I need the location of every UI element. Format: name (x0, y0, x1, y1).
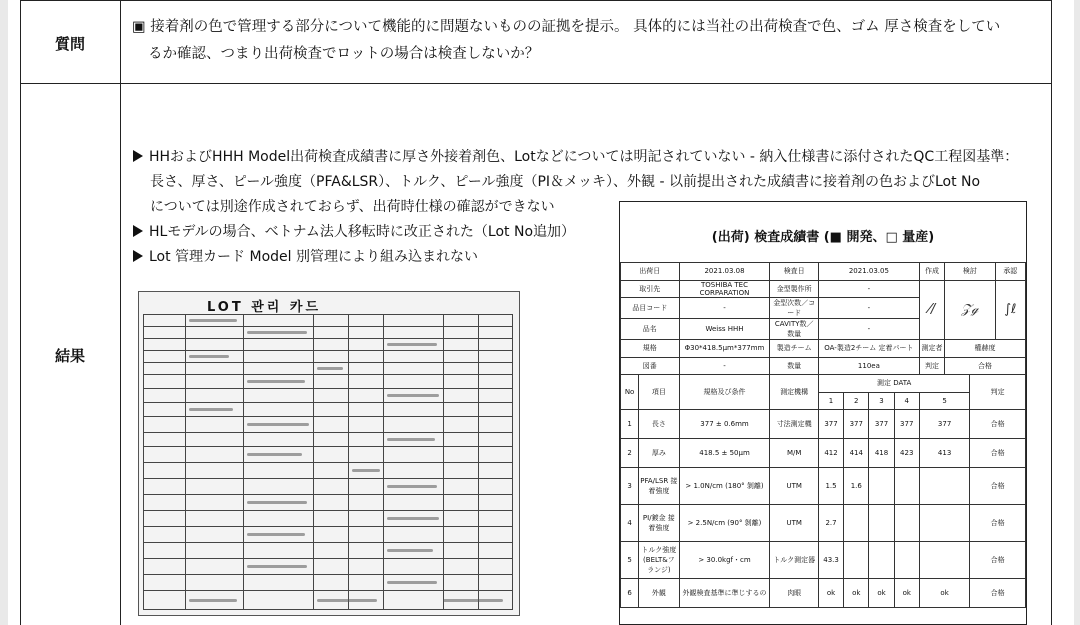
signature-approve: ∫ℓ (995, 280, 1025, 340)
question-line-2: るか確認、つまり出荷検査でロットの場合は検査しないか？ (148, 46, 540, 62)
header-row-4: 品名 Weiss HHH CAVITY数／数量 - (621, 319, 1026, 340)
table-row: 4 PI/鍍金 接着強度 > 2.5N/cm (90° 剝離) UTM 2.7 合格 (621, 505, 1026, 542)
header-row-3: 品目コード - 金型次数／コード - (621, 298, 1026, 319)
header-row-5: 規格 Φ30*418.5μm*377mm 製造チーム OA-製造2チーム 定着パート 測定者 權赫度 (621, 340, 1026, 358)
question-line-1: ▣ 接着剤の色で管理する部分について機能的に問題ないものの証拠を提示。 具体的には当社の出荷検査で色、ゴム 厚さ検査をしてい (132, 19, 1001, 35)
lot-card-title: LOT 관리 카드 (206, 300, 322, 315)
triangle-bullet-icon (133, 225, 143, 237)
triangle-bullet-icon (133, 150, 143, 162)
inspection-report (619, 201, 1027, 625)
header-row-6: 図番 - 数量 110ea 判定 合格 (621, 357, 1026, 375)
table-row: 1 長さ 377 ± 0.6mm 寸法測定機 377 377 377 377 377 合格 (621, 410, 1026, 439)
bullet-3: Lot 管理カード Model 別管理により組み込まれない (133, 245, 1013, 270)
question-label: 質問 (54, 35, 85, 53)
inspection-report-title: (出荷) 検査成績書 (■ 開発、□ 量産) (711, 230, 935, 245)
header-row-1: 出荷日 2021.03.08 検査日 2021.03.05 作成 検討 承認 (621, 263, 1026, 281)
lot-management-card-image (138, 291, 520, 616)
row-divider (20, 83, 1052, 84)
inspection-table (620, 262, 1026, 608)
table-row: 5 トルク強度 (BELT&フランジ) > 30.0kgf・cm トルク測定器 43.3 合格 (621, 542, 1026, 579)
table-row: 3 PFA/LSR 接着強度 > 1.0N/cm (180° 剝離) UTM 1.5 1.6 合格 (621, 468, 1026, 505)
column-divider (120, 0, 121, 625)
signature-made: ⁄/ (919, 280, 944, 340)
bullet-2: HLモデルの場合、ベトナム法人移転時に改正された（Lot No追加） (133, 220, 1013, 245)
header-row-2: 取引先 TOSHIBA TEC CORPARATION 金型製作所 - ⁄/ 𝒵ℊ ∫ℓ (621, 280, 1026, 298)
signature-check: 𝒵ℊ (945, 280, 995, 340)
table-row: 2 厚み 418.5 ± 50μm M/M 412 414 418 423 413 合格 (621, 439, 1026, 468)
lot-card-grid (143, 314, 513, 610)
column-header-row-2: 1 2 3 4 5 (621, 392, 1026, 410)
triangle-bullet-icon (133, 250, 143, 262)
table-top-border (20, 0, 1052, 1)
column-header-row-1: No 項目 規格及び条件 測定機構 測定 DATA 判定 (621, 375, 1026, 393)
bullet-1-cont-b: については別途作成されておらず、出荷時仕様の確認ができない (150, 199, 555, 215)
bullet-1-cont-a: 長さ、厚さ、ピール強度（PFA&LSR）、トルク、ピール強度（PI＆メッキ）、外観 - 以前提出された成績書に接着剤の色およびLot No (150, 174, 981, 190)
question-text (132, 14, 1042, 68)
result-label: 結果 (54, 347, 85, 365)
bullet-1: HHおよびHHH Model出荷検査成績書に厚さ外接着剤色、Lotなどについては明記されていない - 納入仕様書に添付されたQC工程図基準： (133, 145, 1013, 170)
table-row: 6 外観 外観検査基準に準じするの 肉眼 ok ok ok ok ok 合格 (621, 579, 1026, 608)
